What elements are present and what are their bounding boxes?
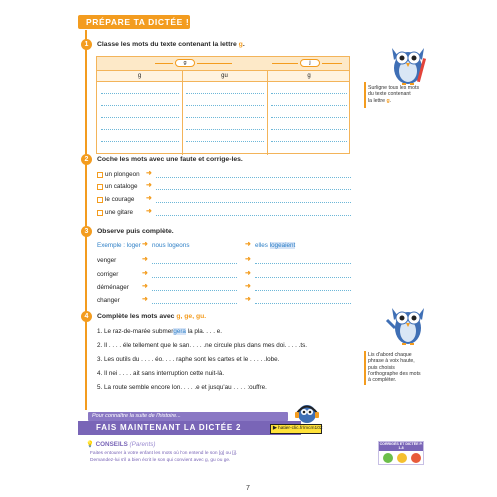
answer-line[interactable] bbox=[271, 117, 347, 118]
col-divider bbox=[182, 70, 183, 155]
verb-item: changer bbox=[97, 297, 120, 304]
answer-line[interactable] bbox=[186, 105, 264, 106]
arrow-icon: ➜ bbox=[142, 270, 148, 277]
arrow-icon: ➜ bbox=[245, 296, 251, 303]
verb-item: venger bbox=[97, 257, 117, 264]
sentence-item: 5. La route semble encore lon. . . . .e et jusqu'au . . . . :ouffre. bbox=[97, 384, 267, 391]
answer-line[interactable] bbox=[255, 277, 351, 278]
arrow-icon: ➜ bbox=[245, 283, 251, 290]
answer-line[interactable] bbox=[101, 117, 179, 118]
col-header-gu: gu bbox=[221, 73, 228, 79]
word-item: une gitare bbox=[105, 209, 134, 216]
conseil-1: Faites entourer à votre enfant les mots où l'on entend le son [g] ou [j]. bbox=[90, 451, 238, 456]
conseils-heading: 💡 CONSEILS (Parents) bbox=[86, 441, 156, 448]
band-main: FAIS MAINTENANT LA DICTÉE 2 bbox=[78, 421, 301, 435]
sad-face-icon bbox=[411, 453, 421, 463]
banner-title: PRÉPARE TA DICTÉE ! bbox=[86, 17, 190, 27]
arrow-icon: ➜ bbox=[245, 241, 251, 248]
answer-line[interactable] bbox=[186, 93, 264, 94]
col-header-g2: g bbox=[307, 73, 311, 79]
answer-line[interactable] bbox=[271, 93, 347, 94]
exercise-1-number: 1 bbox=[81, 39, 92, 50]
checkbox[interactable] bbox=[97, 197, 103, 203]
col-divider bbox=[267, 70, 268, 155]
note-rule bbox=[364, 351, 366, 385]
checkbox[interactable] bbox=[97, 184, 103, 190]
verb-item: déménager bbox=[97, 284, 129, 291]
answer-line[interactable] bbox=[156, 202, 351, 203]
table-column-headers bbox=[97, 70, 349, 82]
classification-table bbox=[96, 56, 350, 154]
arrow-icon: ➜ bbox=[142, 256, 148, 263]
arrow-icon: ➜ bbox=[142, 296, 148, 303]
section-banner bbox=[78, 15, 190, 29]
word-item: un cataloge bbox=[105, 183, 138, 190]
owl-mascot-icon bbox=[385, 298, 431, 348]
answer-line[interactable] bbox=[101, 105, 179, 106]
answer-line[interactable] bbox=[271, 129, 347, 130]
page-number: 7 bbox=[246, 485, 250, 492]
pill-left: g bbox=[175, 59, 195, 67]
exercise-4-instruction: Complète les mots avec g, ge, gu. bbox=[97, 313, 207, 320]
exercise-3-number: 3 bbox=[81, 226, 92, 237]
exercise-3-instruction: Observe puis complète. bbox=[97, 228, 174, 235]
answer-line[interactable] bbox=[186, 129, 264, 130]
word-item: le courage bbox=[105, 196, 135, 203]
corriges-box[interactable] bbox=[378, 441, 424, 465]
neutral-face-icon bbox=[397, 453, 407, 463]
arrow-icon: ➜ bbox=[142, 241, 148, 248]
answer-line[interactable] bbox=[152, 290, 237, 291]
arrow-icon: ➜ bbox=[245, 256, 251, 263]
answer-line[interactable] bbox=[101, 93, 179, 94]
dictation-band bbox=[78, 412, 301, 438]
arrow-icon: ➜ bbox=[245, 270, 251, 277]
bracket-left-line-2 bbox=[197, 63, 232, 64]
answer-line[interactable] bbox=[271, 105, 347, 106]
answer-line[interactable] bbox=[186, 141, 264, 142]
arrow-icon: ➜ bbox=[146, 182, 152, 189]
arrow-icon: ➜ bbox=[146, 195, 152, 202]
exercise-4-number: 4 bbox=[81, 311, 92, 322]
sentence-item: 1. Le raz-de-marée submergera la pla. . . . e. bbox=[97, 328, 222, 335]
checkbox[interactable] bbox=[97, 210, 103, 216]
note-rule bbox=[364, 82, 366, 108]
happy-face-icon bbox=[383, 453, 393, 463]
owl-note-1: Surligne tous les mots du texte contenant la lettre g. bbox=[368, 85, 420, 104]
answer-line[interactable] bbox=[255, 263, 351, 264]
answer-line[interactable] bbox=[156, 189, 351, 190]
answer-line[interactable] bbox=[156, 215, 351, 216]
headphones-owl-icon bbox=[294, 400, 320, 426]
arrow-icon: ➜ bbox=[142, 283, 148, 290]
col-header-g: g bbox=[137, 73, 142, 79]
arrow-icon: ➜ bbox=[146, 208, 152, 215]
answer-line[interactable] bbox=[152, 277, 237, 278]
bracket-right-line-2 bbox=[322, 63, 342, 64]
conseil-2: Demandez-lui s'il a bien écrit le son qui convient avec g, gu ou ge. bbox=[90, 458, 231, 463]
answer-line[interactable] bbox=[152, 303, 237, 304]
corriges-title: CORRIGÉS ET DICTÉE P. 1-8 bbox=[379, 442, 423, 451]
arrow-icon: ➜ bbox=[146, 170, 152, 177]
word-item: un plongeon bbox=[105, 171, 140, 178]
verb-item: corriger bbox=[97, 271, 119, 278]
link-play-icon: ▶ bbox=[273, 426, 279, 431]
band-subtitle: Pour connaître la suite de l'histoire... bbox=[88, 412, 288, 421]
example-mid: nous logeons bbox=[152, 242, 190, 249]
exercise-1-instruction: Classe les mots du texte contenant la lettre g. bbox=[97, 41, 245, 48]
sentence-item: 3. Les outils du . . . . éo. . . . raphe sont les cartes et le . . . . .lobe. bbox=[97, 356, 280, 363]
checkbox[interactable] bbox=[97, 172, 103, 178]
bulb-icon: 💡 bbox=[86, 441, 94, 448]
sentence-item: 4. Il nei . . . . ait sans interruption cette nuit-là. bbox=[97, 370, 225, 377]
online-link[interactable]: ▶ hatier-clic.fr/mcm102 bbox=[270, 424, 322, 434]
bracket-right-line bbox=[272, 63, 298, 64]
answer-line[interactable] bbox=[101, 129, 179, 130]
exercise-2-instruction: Coche les mots avec une faute et corrige-les. bbox=[97, 156, 243, 163]
answer-line[interactable] bbox=[101, 141, 179, 142]
section-rule bbox=[85, 30, 87, 410]
example-right: elles logeaient bbox=[255, 242, 296, 249]
answer-line[interactable] bbox=[271, 141, 347, 142]
answer-line[interactable] bbox=[186, 117, 264, 118]
answer-line[interactable] bbox=[255, 290, 351, 291]
table-header bbox=[97, 57, 349, 70]
owl-note-2: Lis d'abord chaque phrase à voix haute, puis choisis l'orthographe des mots à compléter. bbox=[368, 352, 421, 384]
sentence-item: 2. Il . . . . éle tellement que le san. . . . .ne circule plus dans mes doi. . . . .ts. bbox=[97, 342, 308, 349]
owl-mascot-icon bbox=[384, 38, 434, 88]
answer-line[interactable] bbox=[156, 177, 351, 178]
exercise-2-number: 2 bbox=[81, 154, 92, 165]
bracket-left-line bbox=[155, 63, 173, 64]
example-label: Exemple : loger bbox=[97, 242, 141, 249]
answer-line[interactable] bbox=[255, 303, 351, 304]
answer-line[interactable] bbox=[152, 263, 237, 264]
pill-right: j bbox=[300, 59, 320, 67]
